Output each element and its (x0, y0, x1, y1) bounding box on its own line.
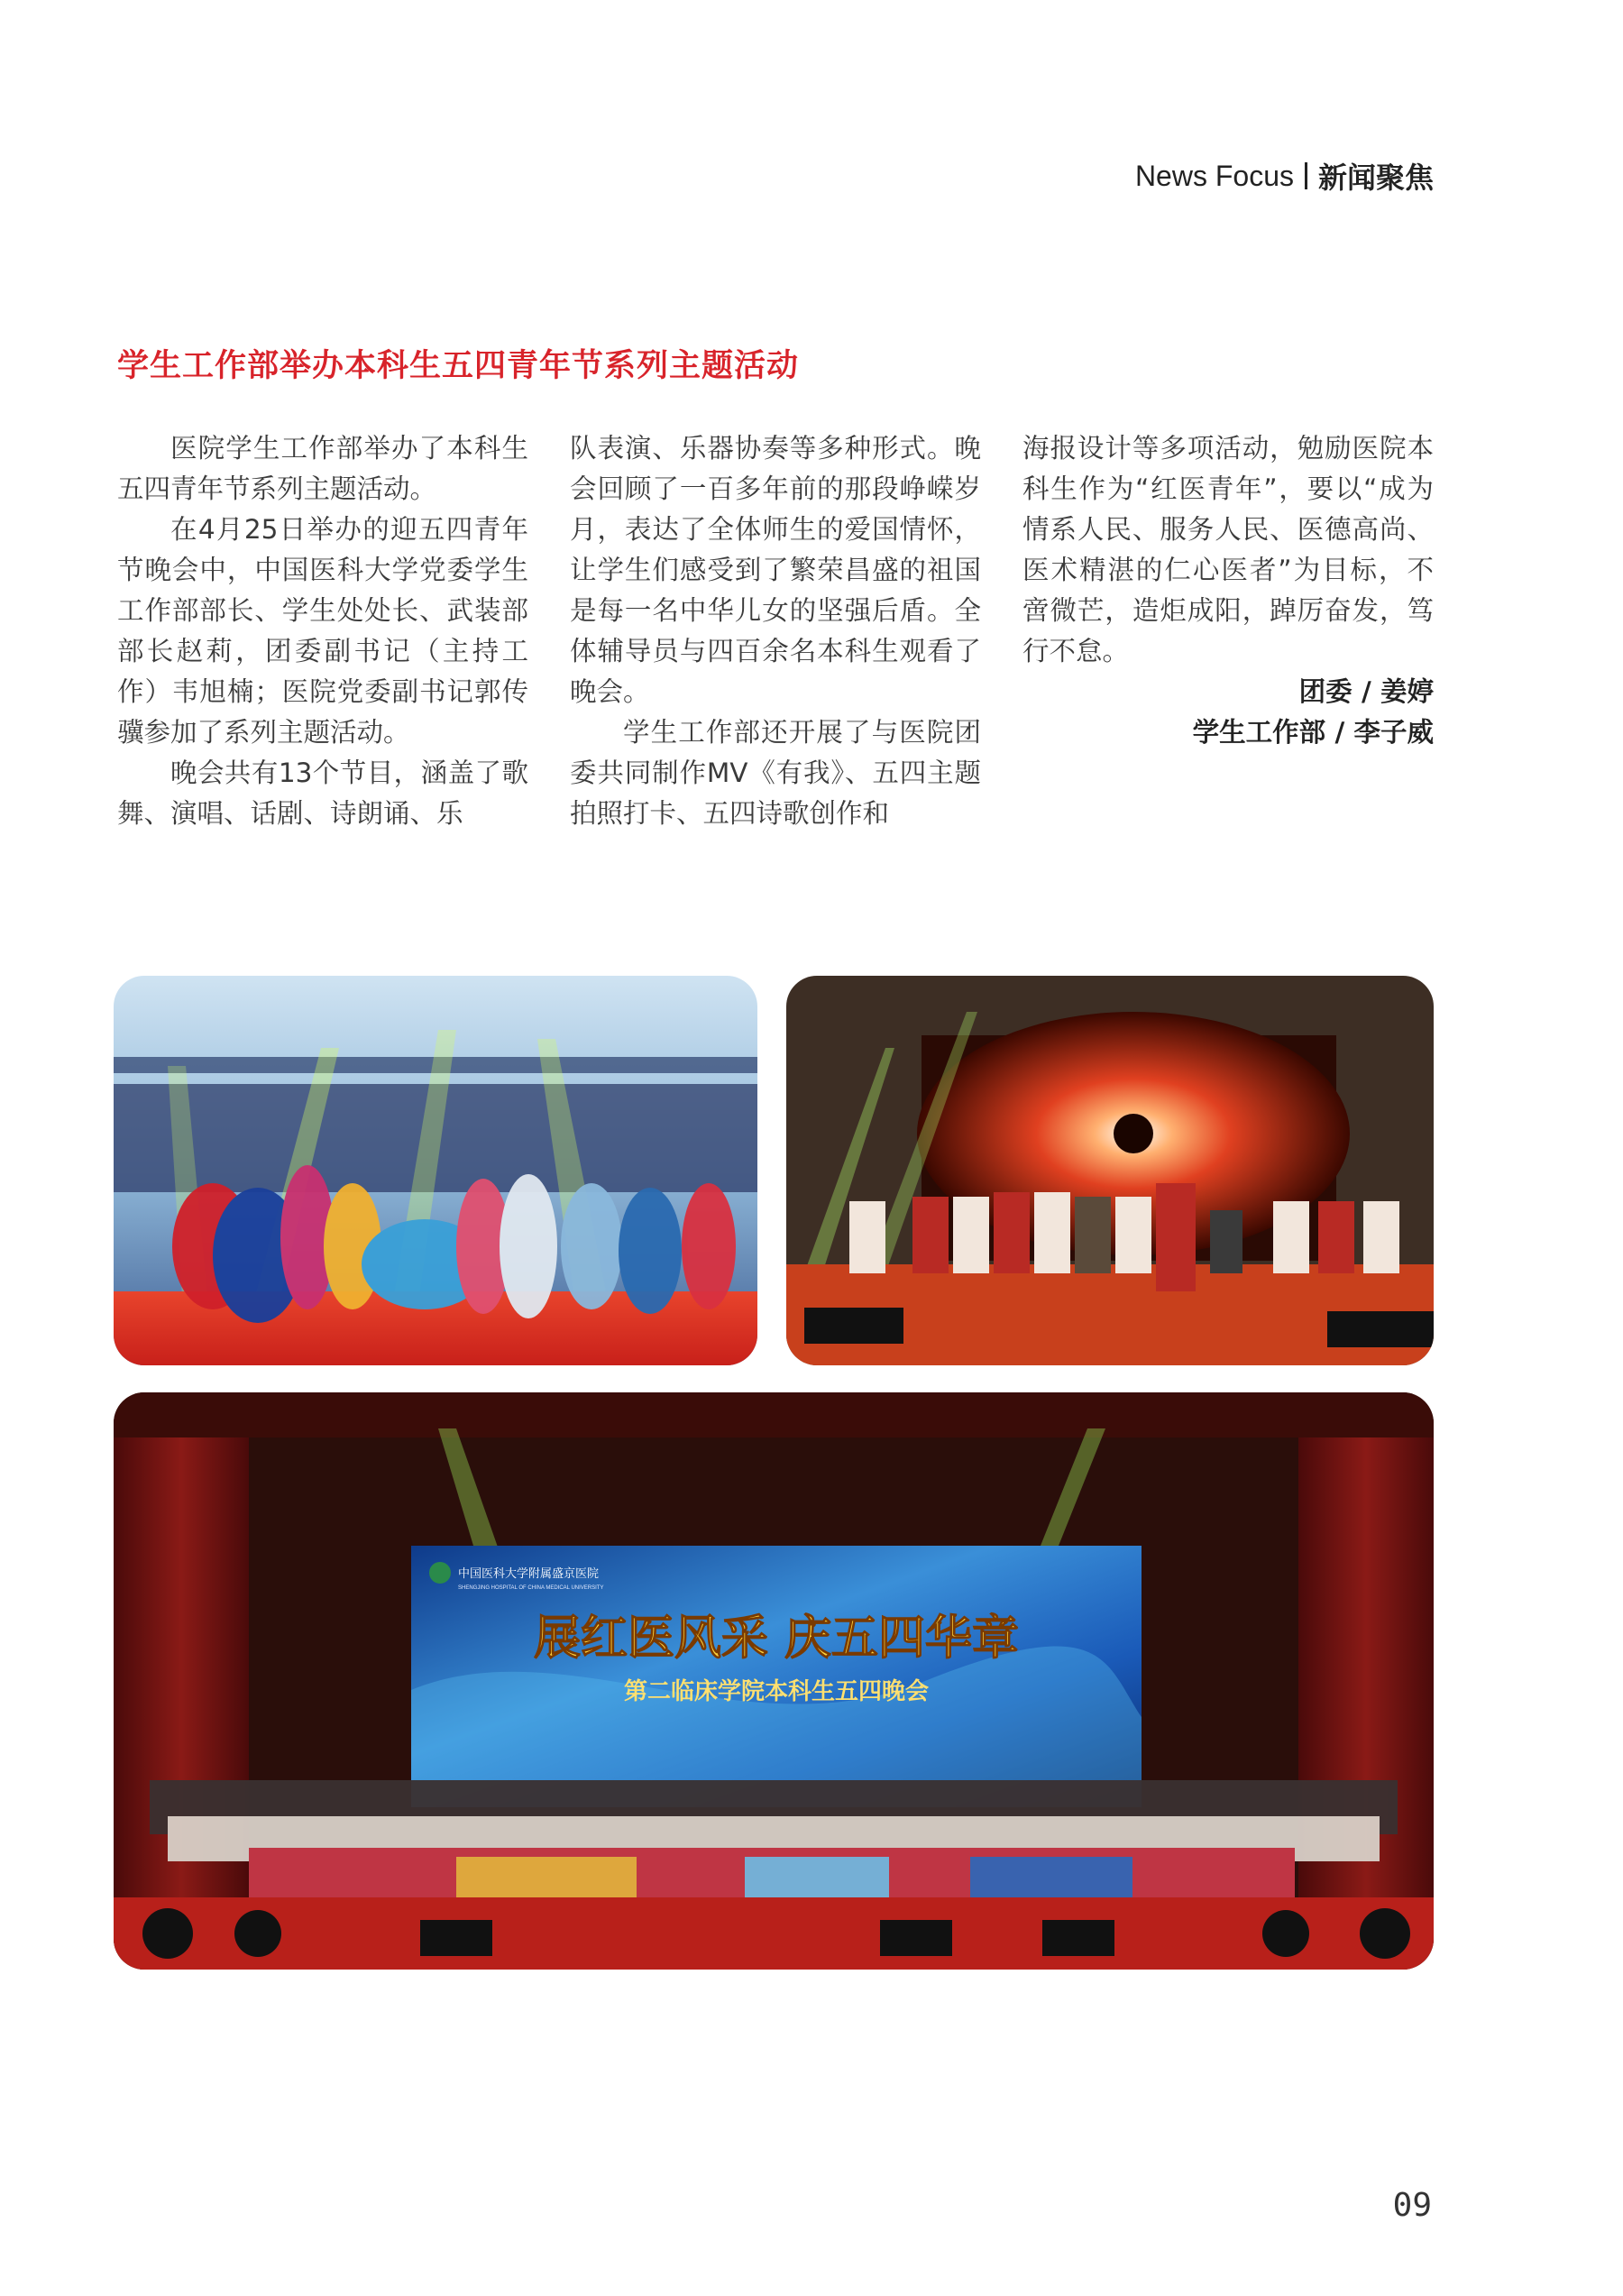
dance-photo-image (114, 976, 757, 1365)
banner-subtitle: 第二临床学院本科生五四晚会 (623, 1678, 930, 1705)
banner-hospital-name-en: SHENGJING HOSPITAL OF CHINA MEDICAL UNIVERSITY (458, 1585, 604, 1591)
header-divider (1305, 162, 1307, 189)
section-label-cn: 新闻聚焦 (1317, 161, 1434, 195)
author-credit: 学生工作部 / 李子威 (1192, 717, 1434, 748)
paragraph: 海报设计等多项活动，勉励医院本科生作为“红医青年”，要以“成为情系人民、服务人民、医德高尚、医术精湛的仁心医者”为目标，不啻微芒，造炬成阳，踔厉奋发，笃行不怠。 (1022, 433, 1434, 666)
orchestra-photo-image (786, 976, 1434, 1365)
section-label-en: News Focus (1134, 159, 1294, 192)
photo-dance-performance (114, 976, 757, 1365)
column-2 (570, 428, 981, 834)
paragraph: 晚会共有13个节目，涵盖了歌舞、演唱、话剧、诗朗诵、乐 (117, 758, 528, 829)
author-credit: 团委 / 姜婷 (1298, 676, 1434, 707)
article-title: 学生工作部举办本科生五四青年节系列主题活动 (117, 348, 800, 384)
photo-orchestra-performance (786, 976, 1434, 1365)
photo-group-banner (114, 1392, 1434, 1970)
banner-main-title: 展红医风采 庆五四华章 (533, 1611, 1020, 1666)
paragraph: 医院学生工作部举办了本科生五四青年节系列主题活动。 (117, 433, 528, 504)
column-3 (1022, 428, 1434, 834)
paragraph: 队表演、乐器协奏等多种形式。晚会回顾了一百多年前的那段峥嵘岁月，表达了全体师生的爱国情怀，让学生们感受到了繁荣昌盛的祖国是每一名中华儿女的坚强后盾。全体辅导员与四百余名本科生观看了晚会。 (570, 433, 981, 707)
column-1 (117, 428, 528, 834)
section-header (1135, 155, 1434, 197)
banner-hospital-name: 中国医科大学附属盛京医院 (458, 1566, 600, 1580)
article-body (117, 428, 1434, 834)
paragraph: 在4月25日举办的迎五四青年节晚会中，中国医科大学党委学生工作部部长、学生处处长、武装部部长赵莉，团委副书记（主持工作）韦旭楠；医院党委副书记郭传骥参加了系列主题活动。 (117, 514, 528, 748)
group-photo-image (114, 1392, 1434, 1970)
page-number: 09 (1392, 2187, 1432, 2224)
paragraph: 学生工作部还开展了与医院团委共同制作MV《有我》、五四主题拍照打卡、五四诗歌创作和 (570, 717, 981, 829)
